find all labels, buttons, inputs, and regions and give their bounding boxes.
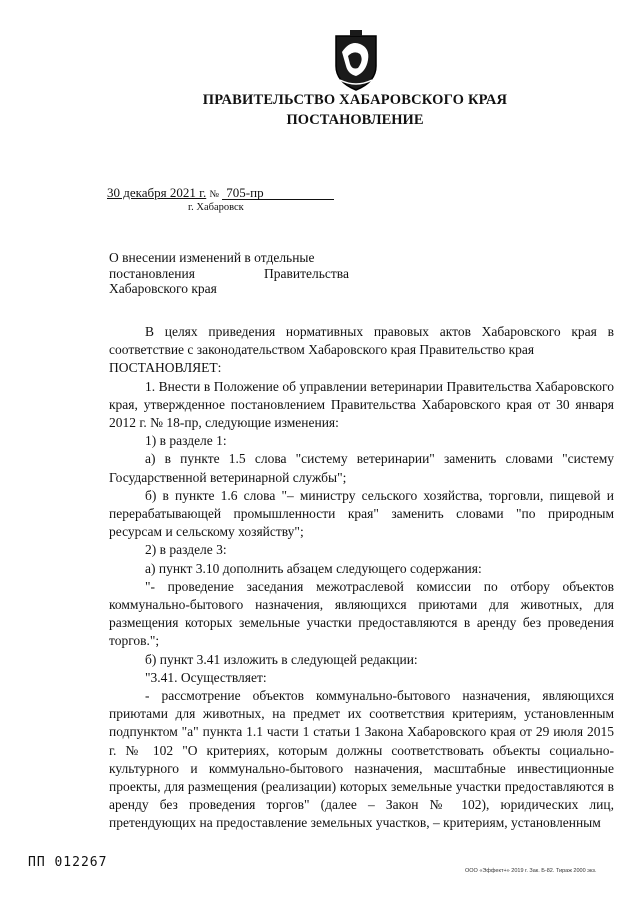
form-code: ПП 012267 — [28, 855, 108, 870]
subject-block — [109, 250, 349, 297]
body-paragraph: б) пункт 3.41 изложить в следующей редакции: — [145, 651, 418, 667]
print-info: ООО «Эффект+» 2019 г. Зак. Б-82. Тираж 2000 экз. — [465, 868, 597, 874]
body-paragraph: а) пункт 3.10 дополнить абзацем следующего содержания: — [145, 560, 482, 576]
subject-line: Хабаровского края — [109, 281, 217, 296]
body-paragraph: 1) в разделе 1: — [145, 433, 227, 449]
city: г. Хабаровск — [188, 202, 244, 213]
doc-number: 705-пр — [222, 186, 334, 200]
document-body — [109, 323, 614, 833]
body-paragraph: а) в пункте 1.5 слова "систему ветеринарии" заменить словами "систему Государственной ветеринарной службы"; — [109, 451, 614, 485]
body-paragraph: В целях приведения нормативных правовых актов Хабаровского края в соответствие с законодательством Хабаровского края Правительство края — [109, 324, 614, 358]
coat-of-arms-icon — [330, 30, 382, 92]
body-paragraph: "- проведение заседания межотраслевой комиссии по отбору объектов коммунально-бытового назначения, являющихся приютами для животных, для размещения которых земельные участки предоставляются в аренду без проведения торгов."; — [109, 578, 614, 649]
number-label: № — [209, 189, 220, 200]
doc-date: 30 декабря 2021 г. — [107, 185, 207, 200]
subject-word: Правительства — [264, 265, 349, 281]
body-paragraph: 2) в разделе 3: — [145, 542, 227, 558]
subject-word: постановления — [109, 265, 195, 281]
body-paragraph: ПОСТАНОВЛЯЕТ: — [109, 360, 222, 376]
date-line — [107, 185, 334, 201]
doc-type-title: ПОСТАНОВЛЕНИЕ — [286, 112, 424, 128]
body-paragraph: 1. Внести в Положение об управлении ветеринарии Правительства Хабаровского края, утвержденное постановлением Правительства Хабаровского края от 30 января 2012 г. № 18-пр, следующие изменения: — [109, 378, 614, 431]
body-paragraph: "3.41. Осуществляет: — [145, 669, 267, 685]
body-paragraph: б) в пункте 1.6 слова "– министру сельского хозяйства, торговли, пищевой и перерабатывающей промышленности края" заменить словами "по природным ресурсам и сельскому хозяйству"; — [109, 487, 614, 540]
body-paragraph: - рассмотрение объектов коммунально-бытового назначения, являющихся приютами для животных, на предмет их соответствия критериям, установленным подпунктом "а" пункта 1.1 части 1 статьи 1 Закона Хабаровского края от 29 июля 2015 г. № 102 "О критериях, которым должны соответствовать объекты социально-культурного и коммунально-бытового назначения, масштабные инвестиционные проекты, для размещения (реализации) которых земельные участки предоставляются в аренду без проведения торгов" (далее – Закон № 102), юридических лиц, претендующих на предоставление земельных участков, – критериям, установленным — [109, 688, 614, 831]
subject-line: О внесении изменений в отдельные — [109, 250, 315, 265]
subject-line — [109, 266, 349, 282]
org-title: ПРАВИТЕЛЬСТВО ХАБАРОВСКОГО КРАЯ — [202, 92, 508, 108]
